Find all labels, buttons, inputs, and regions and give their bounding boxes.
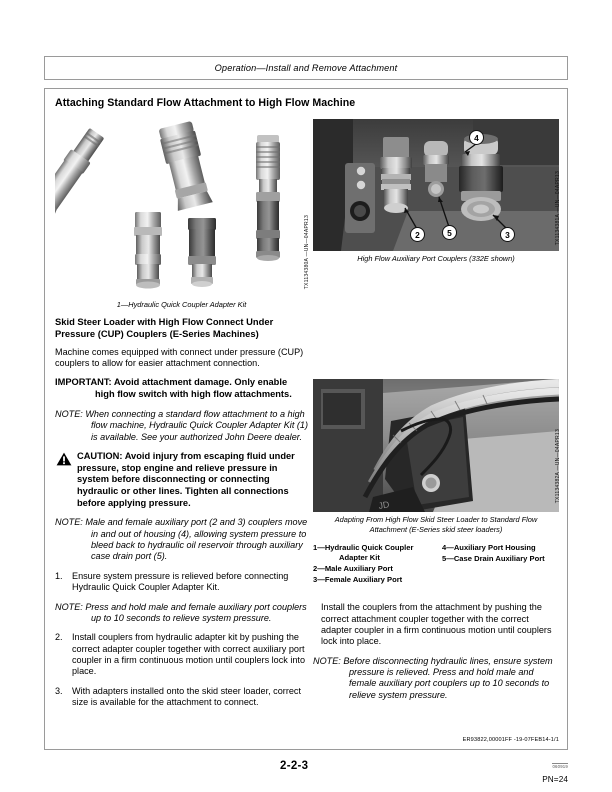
figure-adapting-loader — [313, 379, 559, 535]
note-3 — [55, 602, 308, 625]
key-item — [313, 564, 430, 574]
figure-high-flow-couplers — [313, 119, 559, 264]
note-2 — [55, 517, 308, 562]
adapter-kit-illustration — [55, 119, 308, 297]
high-flow-couplers-photo — [313, 119, 559, 251]
document-control-code: ER93822,00001FF -19-07FEB14-1/1 — [462, 737, 559, 743]
subsection-heading-text: Skid Steer Loader with High Flow Connect Under Pressure (CUP) Couplers (E-Series Machines) — [55, 316, 274, 339]
callout-2: 2 — [410, 227, 425, 242]
step-item — [55, 686, 308, 709]
intro-paragraph: Machine comes equipped with connect under pressure (CUP) couplers to allow for easier attachment connection. — [55, 346, 304, 369]
figure-2-caption: High Flow Auxiliary Port Couplers (332E shown) — [357, 254, 515, 263]
note-1 — [55, 409, 308, 443]
high-flow-couplers-svg — [313, 119, 559, 251]
figure-key-column-1 — [313, 543, 430, 585]
key-item — [313, 543, 430, 563]
right-note — [313, 656, 559, 701]
key-number: 4— — [442, 543, 454, 553]
important-lead: IMPORTANT: — [55, 377, 114, 388]
key-label: Female Auxiliary Port — [324, 574, 403, 584]
key-item — [313, 575, 430, 585]
caution-notice — [55, 451, 308, 510]
page-number: 2-2-3 — [280, 760, 309, 772]
important-notice — [55, 377, 308, 400]
note-1-body: When connecting a standard flow attachment to a high flow machine, Hydraulic Quick Coupler Adapter Kit (1) is available. See your authorized John Deere dealer. — [85, 408, 308, 442]
key-label: Hydraulic Quick Coupler — [324, 543, 414, 553]
figure-3-caption: Adapting From High Flow Skid Steer Loader to Standard Flow Attachment (E-Series skid steer loaders) — [334, 514, 538, 534]
page-title: Attaching Standard Flow Attachment to High Flow Machine — [55, 97, 356, 109]
warning-triangle-icon — [56, 452, 72, 466]
figure-key — [313, 543, 559, 585]
step-text: Install couplers from hydraulic adapter kit by pushing the correct adapter coupler together with correct auxiliary port coupler in a firm continuous motion until couplers lock into place. — [72, 632, 306, 677]
coupler-parts-svg — [55, 119, 308, 297]
procedure-steps-cont — [55, 632, 308, 708]
procedure-steps — [55, 571, 308, 594]
caution-body: Avoid injury from escaping fluid under pressure, stop engine and relieve pressure in system before disconnecting or connecting hydraulic or other lines. Tighten all connections before applying pressure. — [77, 450, 295, 508]
step-number: 3. — [55, 685, 63, 696]
footer-date-code: 060919 — [552, 764, 568, 769]
footer-pn: PN=24 — [542, 774, 568, 784]
figure-key-column-2 — [442, 543, 559, 585]
key-label: Male Auxiliary Port — [324, 563, 393, 573]
note-2-lead: NOTE: — [55, 517, 86, 528]
callout-5: 5 — [442, 225, 457, 240]
note-1-lead: NOTE: — [55, 408, 86, 419]
right-body-paragraph: Install the couplers from the attachment by pushing the correct attachment coupler together with the correct adapter coupler in a firm continuous motion until couplers lock into place. — [321, 602, 552, 647]
note-3-lead: NOTE: — [55, 601, 86, 612]
note-2-body: Male and female auxiliary port (2 and 3) couplers move in and out of housing (4), allowing system pressure to bleed back to hydraulic oil reservoir through auxiliary case drain port (5). — [85, 517, 308, 562]
key-item — [442, 554, 559, 564]
adapting-loader-photo — [313, 379, 559, 512]
figure-2-code: TX1134381A —UN—04APR13 — [555, 171, 561, 246]
running-header-title: Operation—Install and Remove Attachment — [214, 63, 398, 73]
left-column — [55, 119, 308, 716]
svg-text:JD: JD — [377, 498, 391, 511]
right-note-body: Before disconnecting hydraulic lines, ensure system pressure is relieved. Press and hold male and female auxiliary port couplers up to 10 seconds to relieve system pressure. — [343, 655, 553, 700]
step-item — [55, 571, 308, 594]
callout-3: 3 — [500, 227, 515, 242]
caution-text — [77, 451, 308, 510]
step-text: With adapters installed onto the skid steer loader, correct size is available for the attachment to connect. — [72, 685, 301, 708]
figure-adapter-kit — [55, 119, 310, 309]
callout-4: 4 — [469, 130, 484, 145]
key-label: Auxiliary Port Housing — [453, 543, 536, 553]
key-number: 1— — [313, 543, 325, 553]
right-note-lead: NOTE: — [313, 655, 344, 666]
figure-1-code: TX1134380A —UN—04APR13 — [304, 215, 310, 290]
content-frame — [44, 88, 568, 750]
step-item — [55, 632, 308, 677]
left-text-body — [55, 316, 308, 708]
key-item — [442, 543, 559, 553]
footer-right-block — [542, 755, 568, 784]
subsection-heading — [55, 316, 308, 340]
caution-lead: CAUTION: — [77, 450, 125, 461]
key-number: 3— — [313, 574, 325, 584]
note-3-body: Press and hold male and female auxiliary port couplers up to 10 seconds to relieve system pressure. — [85, 601, 307, 623]
step-text: Ensure system pressure is relieved before connecting Hydraulic Quick Coupler Adapter Kit. — [72, 570, 289, 593]
step-number: 1. — [55, 570, 63, 581]
important-body: Avoid attachment damage. Only enable high flow switch with high flow attachments. — [95, 377, 292, 400]
figure-3-code: TX1134382A —UN—04APR13 — [555, 428, 561, 504]
figure-1-caption: 1—Hydraulic Quick Coupler Adapter Kit — [116, 300, 247, 309]
right-column — [313, 119, 559, 709]
step-number: 2. — [55, 632, 63, 643]
key-label-cont: Adapter Kit — [339, 553, 380, 563]
adapting-loader-svg — [313, 379, 559, 512]
key-label: Case Drain Auxiliary Port — [453, 553, 545, 563]
running-header — [44, 56, 568, 80]
key-number: 5— — [442, 553, 454, 563]
key-number: 2— — [313, 563, 325, 573]
